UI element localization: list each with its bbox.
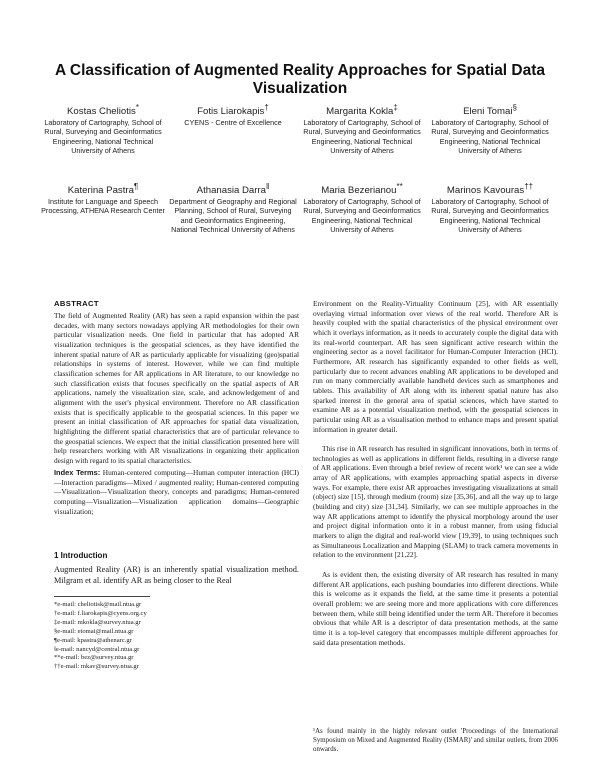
email-line: §e-mail: etomai@mail.ntua.gr [54,627,134,635]
author-name: Margarita Kokla [326,106,394,118]
author-block [297,181,427,234]
author-mark: ** [396,182,403,191]
body-paragraph: Environment on the Reality-Virtuality Continuum [25], with AR essentially overlaying virtual information over views of the real world. Therefore AR is heavily coupled with the spatial characteristics of the physical environment over which it overlays information, as it needs to accurately couple the digital data with its real-world counterpart. AR has seen significant active research within the engineering sector as a novel facilitator for Human-Computer Interaction (HCI). Furthermore, AR research has significantly expanded to other fields as well, particularly due to recent advances enabling AR applications to be developed and run on many commercially available handheld devices such as smartphones and tablets. This availability of AR along with its inherent spatial nature has also sparked interest in the general area of spatial sciences, which have started to examine AR as a potential visualization method, with the geospatial sciences in particular using AR as a visualisation method to enhance maps and present spatial information in greater detail. [313,299,558,434]
author-affiliation: Laboratory of Cartography, School of Rural, Surveying and Geoinformatics Engineering, National Technical University of Athens [431,197,549,234]
author-name: Katerina Pastra [67,185,134,197]
email-line: **e-mail: bez@survey.ntua.gr [54,654,134,662]
author-mark: ¶ [133,182,139,191]
author-affiliation: Laboratory of Cartography, School of Rural, Surveying and Geoinformatics Engineering, National Technical University of Athens [44,118,162,155]
index-terms [54,468,299,547]
author-block [425,181,555,234]
index-terms-label: Index Terms: [54,468,101,477]
author-mark: † [264,103,269,112]
abstract-heading: ABSTRACT [54,299,99,308]
author-block [168,181,298,234]
author-name: Fotis Liarokapis [197,106,265,118]
author-affiliation: Laboratory of Cartography, School of Rural, Surveying and Geoinformatics Engineering, National Technical University of Athens [303,118,421,155]
body-paragraph: As is evident then, the existing diversity of AR research has resulted in many different AR applications, each pushing boundaries into different directions. While this is welcome as it expands the field, at the same time it presents a potential overall problem: we are seeing more and more applications with core differences between them, while still being identified under the term AR. Therefore it becomes obvious that while AR is a descriptor of data presentation methods, at the same time it is a top-level category that encompasses multiple different approaches for said data presentation methods. [313,570,558,647]
email-line: ‡e-mail: mkokla@survey.ntua.gr [54,618,141,626]
author-affiliation: CYENS - Centre of Excellence [184,118,282,128]
author-mark: ‖ [266,182,270,191]
email-line: *e-mail: cheliotisk@mail.ntua.gr [54,601,142,608]
author-block [38,102,168,155]
section-heading-introduction: 1 Introduction [54,551,108,560]
author-mark: †† [524,182,534,191]
left-column [54,311,299,547]
abstract-text: The field of Augmented Reality (AR) has seen a rapid expansion within the past decades, with many sectors nowadays applying AR methodologies for their own particular visualization needs. One field in particular that has adopted AR visualization techniques is the geospatial sciences, as they have identified the inherent spatial nature of AR as particularly applicable for visualizing (geo)spatial relationships in systems of interest. However, while we can find multiple classification schemes for AR applications in AR literature, to our knowledge no such classification exists that focuses specifically on the spatial aspects of AR applications, namely the visualization size, scale, and acknowledgement of and alignment with the user's physical environment. Therefore no AR classification exists that is specifically applicable to the geospatial sciences. In this paper we present an initial classification of AR approaches for spatial data visualization, highlighting the different spatial characteristics that are of particular relevance to the geospatial sciences. We expect that the initial classification presented here will help researchers working with AR visualizations in organizing their application design with regard to its spatial characteristics. [54,311,299,465]
introduction-text: Augmented Reality (AR) is an inherently spatial visualization method. Milgram et al. identify AR as being closer to the Real [54,565,299,585]
body-paragraph: This rise in AR research has resulted in significant innovations, both in terms of technologies as well as applications in different fields, resulting in a diverse range of AR applications. Even through a brief review of recent work¹ we can see a wide array of AR applications, with examples approaching spatial aspects in diverse ways. For example, there exist AR approaches investigating visualizations at small (object) size [15], through medium (room) size [35,36], and all the way up to large (building and city) size [31,34]. Similarly, we can see multiple approaches in the way AR applications attempt to identify the physical morphology around the user and project digital information onto it in a robust manner, from using fiducial markers to align the digital and real-world view [19,39], to using techniques such as Simultaneous Localization and Mapping (SLAM) to track camera movements in relation to the environment [21,22]. [313,444,558,560]
author-name: Marinos Kavouras [446,185,525,197]
author-mark: ‡ [393,103,398,112]
author-emails [54,601,299,672]
author-block [425,102,555,155]
author-block [297,102,427,155]
author-affiliation: Laboratory of Cartography, School of Rural, Surveying and Geoinformatics Engineering, National Technical University of Athens [431,118,549,155]
author-block [38,181,168,216]
footnote: ¹As found mainly in the highly relevant outlet 'Proceedings of the International Symposium on Mixed and Augmented Reality (ISMAR)' and similar outlets, from 2006 onwards. [313,728,558,754]
author-mark: * [135,103,139,112]
right-column [313,299,558,696]
author-mark: § [512,103,517,112]
paper-title: A Classification of Augmented Reality Approaches for Spatial Data Visualization [54,62,546,97]
footnote-rule [54,596,150,597]
email-line: ‖e-mail: nancyd@central.ntua.gr [54,645,140,653]
author-name: Athanasia Darra [196,185,266,197]
email-line: ¶e-mail: kpastra@athenarc.gr [54,636,132,644]
author-name: Maria Bezerianou [321,185,397,197]
author-name: Kostas Cheliotis [67,106,136,118]
author-affiliation: Institute for Language and Speech Processing, ATHENA Research Center [41,197,165,216]
author-name: Eleni Tomai [463,106,513,118]
author-affiliation: Department of Geography and Regional Planning, School of Rural, Surveying and Geoinformatics Engineering, National Technical University of Athens [169,197,297,234]
author-block [168,102,298,127]
index-terms-text: Human-centered computing—Human computer interaction (HCI)—Interaction paradigms—Mixed / augmented reality; Human-centered computing—Visualization—Visualization theory, concepts and paradigms; Human-centered computing—Visualization—Visualization application domains—Geographic visualization; [54,468,299,516]
author-affiliation: Laboratory of Cartography, School of Rural, Surveying and Geoinformatics Engineering, National Technical University of Athens [303,197,421,234]
email-line: †e-mail: f.liarokapis@cyens.org.cy [54,609,147,617]
email-line: ††e-mail: mkav@survey.ntua.gr [54,663,139,671]
